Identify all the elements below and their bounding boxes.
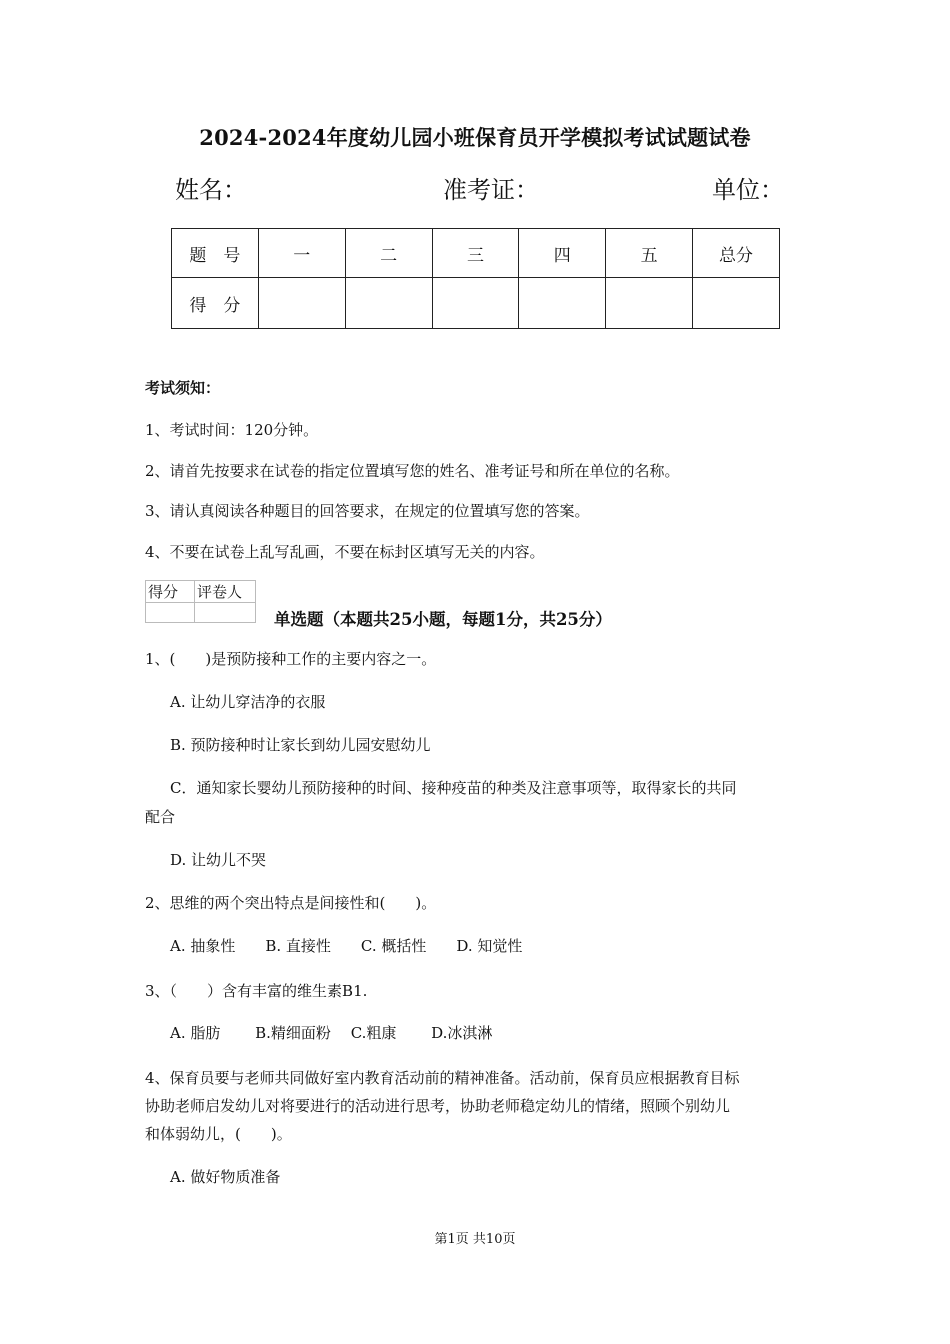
page-footer: 第1页 共10页 (434, 1232, 516, 1247)
question-options: A. 抽象性 B. 直接性 C. 概括性 D. 知觉性 (170, 937, 523, 955)
score-table-header-cell: 四 (519, 229, 606, 278)
question-stem: 2、思维的两个突出特点是间接性和( )。 (145, 894, 437, 912)
question-option: B. 预防接种时让家长到幼儿园安慰幼儿 (170, 736, 431, 754)
score-cell (519, 278, 606, 329)
score-table-header-cell: 一 (258, 229, 345, 278)
question-stem: 协助老师启发幼儿对将要进行的活动进行思考，协助老师稳定幼儿的情绪，照顾个别幼儿 (145, 1097, 731, 1115)
grader-reviewer-cell (195, 603, 256, 623)
notice-title: 考试须知： (145, 379, 221, 397)
score-table (171, 228, 780, 329)
score-cell (258, 278, 345, 329)
question-stem: 4、保育员要与老师共同做好室内教育活动前的精神准备。活动前，保育员应根据教育目标 (145, 1069, 740, 1087)
grader-box (145, 580, 256, 623)
name-label: 姓名： (175, 176, 247, 204)
notice-item: 1、考试时间：120分钟。 (145, 421, 319, 439)
question-option: C．通知家长婴幼儿预防接种的时间、接种疫苗的种类及注意事项等，取得家长的共同 (170, 779, 737, 797)
question-stem: 1、( )是预防接种工作的主要内容之一。 (145, 650, 437, 668)
score-table-score-row (172, 278, 780, 329)
score-cell (345, 278, 432, 329)
notice-item: 3、请认真阅读各种题目的回答要求，在规定的位置填写您的答案。 (145, 502, 590, 520)
question-option: A. 让幼儿穿洁净的衣服 (170, 693, 326, 711)
question-stem: 和体弱幼儿，( )。 (145, 1125, 292, 1143)
notice-item: 4、不要在试卷上乱写乱画，不要在标封区填写无关的内容。 (145, 543, 545, 561)
question-option: A. 做好物质准备 (170, 1168, 281, 1186)
grader-reviewer-label: 评卷人 (195, 581, 256, 603)
question-option: D. 让幼儿不哭 (170, 851, 267, 869)
score-table-header-cell: 三 (432, 229, 519, 278)
score-row-label: 得 分 (172, 278, 259, 329)
grader-score-cell (146, 603, 195, 623)
score-table-header-cell: 五 (606, 229, 693, 278)
page-title: 2024-2024年度幼儿园小班保育员开学模拟考试试题试卷 (199, 125, 751, 150)
candidate-info-row (0, 170, 950, 206)
score-cell (606, 278, 693, 329)
question-options: A. 脂肪 B.精细面粉 C.粗康 D.冰淇淋 (170, 1024, 493, 1042)
question-stem: 3、（ ）含有丰富的维生素B1. (145, 982, 368, 1000)
unit-label: 单位： (712, 176, 784, 204)
score-table-header-cell: 题 号 (172, 229, 259, 278)
score-table-header-cell: 二 (345, 229, 432, 278)
grader-score-label: 得分 (146, 581, 195, 603)
score-cell (693, 278, 780, 329)
section-title: 单选题（本题共25小题，每题1分，共25分） (274, 610, 612, 629)
question-option-continuation: 配合 (145, 808, 176, 826)
score-table-header-cell: 总分 (693, 229, 780, 278)
score-table-header-row (172, 229, 780, 278)
score-cell (432, 278, 519, 329)
notice-item: 2、请首先按要求在试卷的指定位置填写您的姓名、准考证号和所在单位的名称。 (145, 462, 680, 480)
exam-id-label: 准考证： (443, 176, 539, 204)
